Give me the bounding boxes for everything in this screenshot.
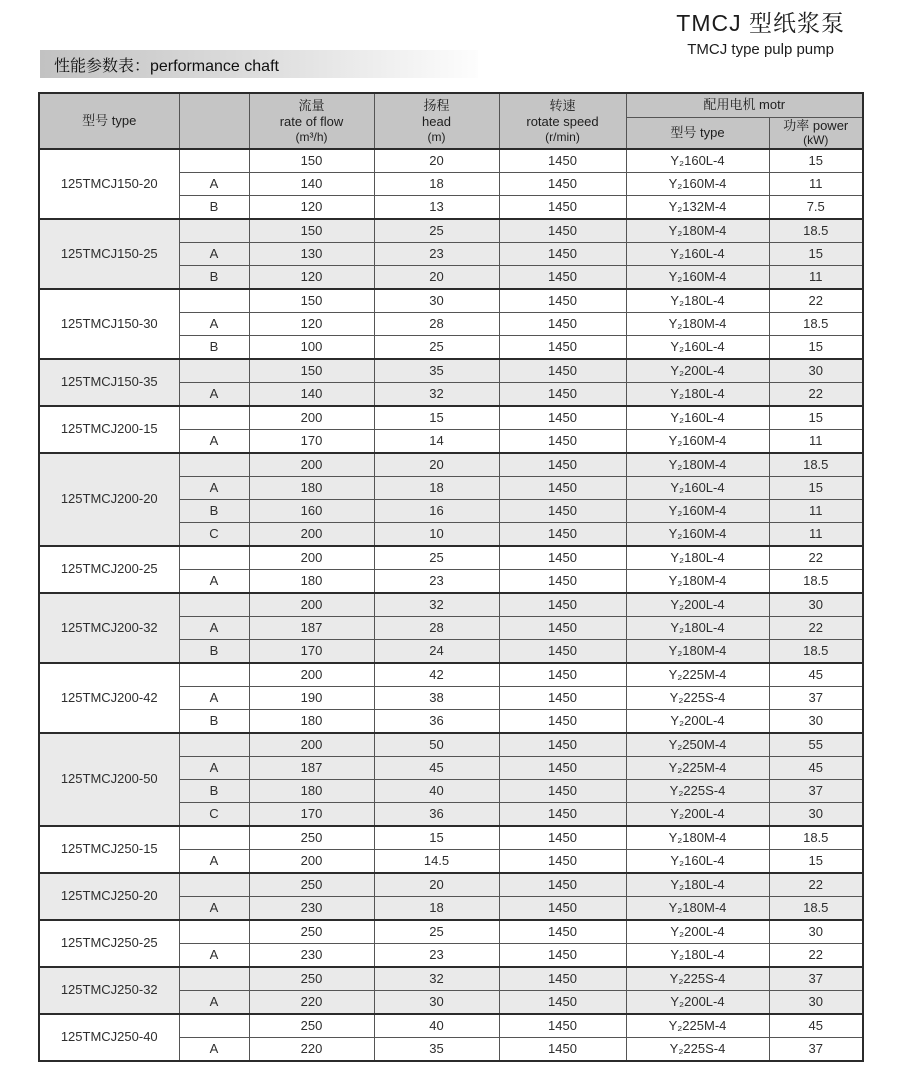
variant-cell bbox=[179, 219, 249, 243]
motor-type-cell: Y₂180L-4 bbox=[626, 873, 769, 897]
variant-cell: B bbox=[179, 265, 249, 289]
power-header-unit: (kW) bbox=[803, 133, 829, 148]
motor-type-cell: Y₂200L-4 bbox=[626, 359, 769, 383]
table-row bbox=[39, 546, 863, 570]
power-cell: 11 bbox=[769, 429, 863, 453]
table-row bbox=[39, 406, 863, 430]
pump-type-cell: 125TMCJ150-30 bbox=[39, 289, 179, 359]
speed-cell: 1450 bbox=[499, 149, 626, 173]
speed-cell: 1450 bbox=[499, 616, 626, 639]
head-cell: 35 bbox=[374, 359, 499, 383]
motor-type-cell: Y₂160M-4 bbox=[626, 265, 769, 289]
head-cell: 45 bbox=[374, 756, 499, 779]
power-cell: 15 bbox=[769, 476, 863, 499]
variant-cell bbox=[179, 289, 249, 313]
power-cell: 45 bbox=[769, 1014, 863, 1038]
head-cell: 18 bbox=[374, 896, 499, 920]
head-cell: 18 bbox=[374, 476, 499, 499]
motor-type-cell: Y₂180L-4 bbox=[626, 382, 769, 406]
flow-header-cn: 流量 bbox=[298, 97, 325, 113]
speed-cell: 1450 bbox=[499, 265, 626, 289]
variant-cell bbox=[179, 149, 249, 173]
speed-cell: 1450 bbox=[499, 733, 626, 757]
flow-cell: 200 bbox=[249, 406, 374, 430]
power-cell: 22 bbox=[769, 943, 863, 967]
flow-cell: 140 bbox=[249, 382, 374, 406]
col-header-motor-type: 型号 type bbox=[626, 117, 769, 149]
variant-cell: A bbox=[179, 849, 249, 873]
flow-cell: 200 bbox=[249, 522, 374, 546]
motor-type-cell: Y₂225S-4 bbox=[626, 686, 769, 709]
variant-cell: A bbox=[179, 429, 249, 453]
variant-cell: A bbox=[179, 990, 249, 1014]
flow-cell: 170 bbox=[249, 429, 374, 453]
flow-cell: 150 bbox=[249, 149, 374, 173]
flow-cell: 170 bbox=[249, 639, 374, 663]
page-title: TMCJ 型纸浆泵 bbox=[676, 10, 845, 36]
head-cell: 36 bbox=[374, 709, 499, 733]
variant-cell bbox=[179, 406, 249, 430]
variant-cell bbox=[179, 920, 249, 944]
power-cell: 45 bbox=[769, 756, 863, 779]
speed-cell: 1450 bbox=[499, 920, 626, 944]
speed-cell: 1450 bbox=[499, 663, 626, 687]
head-cell: 28 bbox=[374, 312, 499, 335]
variant-cell: A bbox=[179, 172, 249, 195]
flow-cell: 100 bbox=[249, 335, 374, 359]
flow-cell: 187 bbox=[249, 616, 374, 639]
power-cell: 22 bbox=[769, 546, 863, 570]
table-row bbox=[39, 593, 863, 617]
variant-cell bbox=[179, 873, 249, 897]
flow-cell: 190 bbox=[249, 686, 374, 709]
flow-cell: 180 bbox=[249, 569, 374, 593]
section-label: 性能参数表：performance chaft bbox=[54, 57, 279, 75]
motor-type-cell: Y₂160L-4 bbox=[626, 406, 769, 430]
pump-type-cell: 125TMCJ200-20 bbox=[39, 453, 179, 546]
table-row bbox=[39, 219, 863, 243]
power-cell: 30 bbox=[769, 990, 863, 1014]
head-cell: 50 bbox=[374, 733, 499, 757]
variant-cell: C bbox=[179, 802, 249, 826]
head-header-unit: (m) bbox=[427, 129, 446, 144]
head-header-cn: 扬程 bbox=[423, 97, 450, 113]
power-cell: 45 bbox=[769, 663, 863, 687]
power-cell: 11 bbox=[769, 522, 863, 546]
motor-type-cell: Y₂180M-4 bbox=[626, 219, 769, 243]
speed-cell: 1450 bbox=[499, 195, 626, 219]
motor-type-cell: Y₂180M-4 bbox=[626, 312, 769, 335]
pump-type-cell: 125TMCJ250-20 bbox=[39, 873, 179, 920]
motor-type-cell: Y₂225M-4 bbox=[626, 663, 769, 687]
power-cell: 18.5 bbox=[769, 219, 863, 243]
head-cell: 25 bbox=[374, 546, 499, 570]
power-cell: 37 bbox=[769, 686, 863, 709]
speed-cell: 1450 bbox=[499, 756, 626, 779]
motor-type-cell: Y₂160M-4 bbox=[626, 429, 769, 453]
table-row bbox=[39, 359, 863, 383]
power-cell: 18.5 bbox=[769, 826, 863, 850]
variant-cell: B bbox=[179, 779, 249, 802]
motor-type-cell: Y₂225S-4 bbox=[626, 1037, 769, 1061]
table-row bbox=[39, 733, 863, 757]
pump-type-cell: 125TMCJ200-15 bbox=[39, 406, 179, 453]
pump-type-cell: 125TMCJ250-25 bbox=[39, 920, 179, 967]
speed-cell: 1450 bbox=[499, 172, 626, 195]
power-cell: 18.5 bbox=[769, 312, 863, 335]
head-cell: 23 bbox=[374, 242, 499, 265]
pump-type-cell: 125TMCJ200-42 bbox=[39, 663, 179, 733]
flow-cell: 220 bbox=[249, 990, 374, 1014]
power-cell: 55 bbox=[769, 733, 863, 757]
motor-type-cell: Y₂225M-4 bbox=[626, 756, 769, 779]
power-cell: 18.5 bbox=[769, 639, 863, 663]
power-cell: 11 bbox=[769, 265, 863, 289]
pump-type-cell: 125TMCJ200-32 bbox=[39, 593, 179, 663]
power-cell: 7.5 bbox=[769, 195, 863, 219]
motor-type-cell: Y₂160M-4 bbox=[626, 522, 769, 546]
motor-type-cell: Y₂200L-4 bbox=[626, 802, 769, 826]
power-header-label: 功率 power bbox=[783, 117, 849, 133]
speed-header-cn: 转速 bbox=[549, 97, 576, 113]
power-cell: 22 bbox=[769, 289, 863, 313]
speed-cell: 1450 bbox=[499, 802, 626, 826]
motor-type-cell: Y₂200L-4 bbox=[626, 920, 769, 944]
power-cell: 37 bbox=[769, 779, 863, 802]
speed-cell: 1450 bbox=[499, 990, 626, 1014]
variant-cell bbox=[179, 967, 249, 991]
motor-type-cell: Y₂180M-4 bbox=[626, 453, 769, 477]
head-cell: 24 bbox=[374, 639, 499, 663]
speed-cell: 1450 bbox=[499, 709, 626, 733]
motor-type-cell: Y₂160L-4 bbox=[626, 242, 769, 265]
title-block bbox=[676, 5, 845, 58]
flow-header-unit: (m³/h) bbox=[295, 129, 328, 144]
motor-type-cell: Y₂250M-4 bbox=[626, 733, 769, 757]
table-row bbox=[39, 920, 863, 944]
head-cell: 25 bbox=[374, 335, 499, 359]
flow-header-en: rate of flow bbox=[279, 113, 344, 129]
variant-cell: A bbox=[179, 242, 249, 265]
speed-cell: 1450 bbox=[499, 943, 626, 967]
power-cell: 37 bbox=[769, 1037, 863, 1061]
pump-type-cell: 125TMCJ150-35 bbox=[39, 359, 179, 406]
speed-cell: 1450 bbox=[499, 967, 626, 991]
speed-cell: 1450 bbox=[499, 453, 626, 477]
power-cell: 15 bbox=[769, 242, 863, 265]
power-cell: 18.5 bbox=[769, 569, 863, 593]
table-row bbox=[39, 663, 863, 687]
head-cell: 28 bbox=[374, 616, 499, 639]
flow-cell: 120 bbox=[249, 312, 374, 335]
motor-type-cell: Y₂160L-4 bbox=[626, 476, 769, 499]
motor-type-cell: Y₂200L-4 bbox=[626, 593, 769, 617]
head-cell: 35 bbox=[374, 1037, 499, 1061]
speed-cell: 1450 bbox=[499, 896, 626, 920]
variant-cell bbox=[179, 826, 249, 850]
flow-cell: 180 bbox=[249, 779, 374, 802]
speed-cell: 1450 bbox=[499, 639, 626, 663]
col-header-motor-power bbox=[769, 117, 863, 149]
flow-cell: 140 bbox=[249, 172, 374, 195]
flow-cell: 120 bbox=[249, 265, 374, 289]
head-cell: 25 bbox=[374, 219, 499, 243]
variant-cell: A bbox=[179, 943, 249, 967]
head-cell: 14 bbox=[374, 429, 499, 453]
head-cell: 16 bbox=[374, 499, 499, 522]
table-row bbox=[39, 967, 863, 991]
power-cell: 15 bbox=[769, 149, 863, 173]
col-header-motor-group: 配用电机 motr bbox=[626, 93, 863, 117]
flow-cell: 200 bbox=[249, 593, 374, 617]
col-header-type: 型号 type bbox=[39, 93, 179, 149]
head-cell: 36 bbox=[374, 802, 499, 826]
variant-cell: B bbox=[179, 195, 249, 219]
variant-cell: C bbox=[179, 522, 249, 546]
pump-type-cell: 125TMCJ250-40 bbox=[39, 1014, 179, 1061]
flow-cell: 170 bbox=[249, 802, 374, 826]
motor-type-cell: Y₂160L-4 bbox=[626, 335, 769, 359]
power-cell: 37 bbox=[769, 967, 863, 991]
head-cell: 38 bbox=[374, 686, 499, 709]
speed-cell: 1450 bbox=[499, 476, 626, 499]
motor-type-cell: Y₂132M-4 bbox=[626, 195, 769, 219]
speed-cell: 1450 bbox=[499, 499, 626, 522]
variant-cell bbox=[179, 733, 249, 757]
power-cell: 22 bbox=[769, 382, 863, 406]
speed-cell: 1450 bbox=[499, 219, 626, 243]
variant-cell: A bbox=[179, 686, 249, 709]
pump-type-cell: 125TMCJ250-32 bbox=[39, 967, 179, 1014]
head-cell: 20 bbox=[374, 873, 499, 897]
motor-type-cell: Y₂180M-4 bbox=[626, 639, 769, 663]
speed-cell: 1450 bbox=[499, 406, 626, 430]
speed-cell: 1450 bbox=[499, 1037, 626, 1061]
head-cell: 32 bbox=[374, 382, 499, 406]
variant-cell: A bbox=[179, 1037, 249, 1061]
section-header-bar bbox=[40, 50, 478, 78]
motor-type-cell: Y₂200L-4 bbox=[626, 709, 769, 733]
variant-cell: A bbox=[179, 569, 249, 593]
col-header-speed bbox=[499, 93, 626, 149]
speed-header-en: rotate speed bbox=[526, 113, 599, 129]
table-row bbox=[39, 873, 863, 897]
motor-type-cell: Y₂180L-4 bbox=[626, 289, 769, 313]
variant-cell: B bbox=[179, 709, 249, 733]
motor-type-cell: Y₂160M-4 bbox=[626, 499, 769, 522]
power-cell: 30 bbox=[769, 920, 863, 944]
speed-cell: 1450 bbox=[499, 242, 626, 265]
head-cell: 18 bbox=[374, 172, 499, 195]
head-cell: 20 bbox=[374, 265, 499, 289]
speed-cell: 1450 bbox=[499, 289, 626, 313]
head-cell: 15 bbox=[374, 406, 499, 430]
flow-cell: 250 bbox=[249, 920, 374, 944]
power-cell: 30 bbox=[769, 359, 863, 383]
flow-cell: 220 bbox=[249, 1037, 374, 1061]
flow-cell: 250 bbox=[249, 826, 374, 850]
variant-cell bbox=[179, 546, 249, 570]
table-row bbox=[39, 149, 863, 173]
col-header-flow bbox=[249, 93, 374, 149]
head-cell: 15 bbox=[374, 826, 499, 850]
col-header-variant bbox=[179, 93, 249, 149]
motor-type-cell: Y₂160L-4 bbox=[626, 849, 769, 873]
motor-type-cell: Y₂160M-4 bbox=[626, 172, 769, 195]
head-cell: 40 bbox=[374, 779, 499, 802]
flow-cell: 250 bbox=[249, 967, 374, 991]
power-cell: 15 bbox=[769, 849, 863, 873]
variant-cell: A bbox=[179, 756, 249, 779]
variant-cell: B bbox=[179, 335, 249, 359]
head-cell: 13 bbox=[374, 195, 499, 219]
motor-type-cell: Y₂225S-4 bbox=[626, 967, 769, 991]
head-cell: 42 bbox=[374, 663, 499, 687]
power-cell: 15 bbox=[769, 406, 863, 430]
motor-type-cell: Y₂180L-4 bbox=[626, 943, 769, 967]
speed-cell: 1450 bbox=[499, 312, 626, 335]
variant-cell: A bbox=[179, 616, 249, 639]
variant-cell: A bbox=[179, 312, 249, 335]
flow-cell: 187 bbox=[249, 756, 374, 779]
variant-cell bbox=[179, 1014, 249, 1038]
flow-cell: 200 bbox=[249, 546, 374, 570]
pump-type-cell: 125TMCJ150-25 bbox=[39, 219, 179, 289]
speed-cell: 1450 bbox=[499, 1014, 626, 1038]
flow-cell: 250 bbox=[249, 873, 374, 897]
head-header-en: head bbox=[422, 113, 451, 129]
head-cell: 30 bbox=[374, 990, 499, 1014]
table-row bbox=[39, 453, 863, 477]
variant-cell: A bbox=[179, 896, 249, 920]
motor-type-cell: Y₂180M-4 bbox=[626, 569, 769, 593]
flow-cell: 250 bbox=[249, 1014, 374, 1038]
variant-cell bbox=[179, 453, 249, 477]
motor-type-cell: Y₂180M-4 bbox=[626, 896, 769, 920]
flow-cell: 150 bbox=[249, 289, 374, 313]
performance-table bbox=[38, 92, 864, 1062]
power-cell: 18.5 bbox=[769, 896, 863, 920]
header-row-1 bbox=[39, 93, 863, 117]
table-body bbox=[39, 149, 863, 1061]
head-cell: 14.5 bbox=[374, 849, 499, 873]
flow-cell: 150 bbox=[249, 219, 374, 243]
table-row bbox=[39, 1014, 863, 1038]
flow-cell: 130 bbox=[249, 242, 374, 265]
power-cell: 11 bbox=[769, 172, 863, 195]
flow-cell: 200 bbox=[249, 849, 374, 873]
variant-cell bbox=[179, 663, 249, 687]
speed-cell: 1450 bbox=[499, 429, 626, 453]
speed-cell: 1450 bbox=[499, 522, 626, 546]
speed-cell: 1450 bbox=[499, 826, 626, 850]
flow-cell: 150 bbox=[249, 359, 374, 383]
speed-cell: 1450 bbox=[499, 335, 626, 359]
motor-type-cell: Y₂160L-4 bbox=[626, 149, 769, 173]
motor-type-cell: Y₂180M-4 bbox=[626, 826, 769, 850]
power-cell: 30 bbox=[769, 593, 863, 617]
motor-type-cell: Y₂225M-4 bbox=[626, 1014, 769, 1038]
power-cell: 30 bbox=[769, 709, 863, 733]
head-cell: 40 bbox=[374, 1014, 499, 1038]
power-cell: 22 bbox=[769, 873, 863, 897]
variant-cell: A bbox=[179, 382, 249, 406]
head-cell: 32 bbox=[374, 593, 499, 617]
head-cell: 10 bbox=[374, 522, 499, 546]
head-cell: 20 bbox=[374, 453, 499, 477]
speed-cell: 1450 bbox=[499, 593, 626, 617]
variant-cell bbox=[179, 593, 249, 617]
variant-cell: B bbox=[179, 499, 249, 522]
head-cell: 23 bbox=[374, 943, 499, 967]
variant-cell: B bbox=[179, 639, 249, 663]
power-cell: 15 bbox=[769, 335, 863, 359]
motor-type-cell: Y₂200L-4 bbox=[626, 990, 769, 1014]
speed-cell: 1450 bbox=[499, 779, 626, 802]
speed-cell: 1450 bbox=[499, 359, 626, 383]
flow-cell: 200 bbox=[249, 733, 374, 757]
power-cell: 11 bbox=[769, 499, 863, 522]
variant-cell bbox=[179, 359, 249, 383]
flow-cell: 200 bbox=[249, 453, 374, 477]
speed-cell: 1450 bbox=[499, 873, 626, 897]
head-cell: 20 bbox=[374, 149, 499, 173]
pump-type-cell: 125TMCJ200-50 bbox=[39, 733, 179, 826]
power-cell: 22 bbox=[769, 616, 863, 639]
speed-cell: 1450 bbox=[499, 849, 626, 873]
flow-cell: 180 bbox=[249, 709, 374, 733]
speed-cell: 1450 bbox=[499, 546, 626, 570]
speed-header-unit: (r/min) bbox=[545, 129, 580, 144]
flow-cell: 120 bbox=[249, 195, 374, 219]
power-cell: 30 bbox=[769, 802, 863, 826]
flow-cell: 200 bbox=[249, 663, 374, 687]
motor-type-cell: Y₂180L-4 bbox=[626, 546, 769, 570]
pump-type-cell: 125TMCJ150-20 bbox=[39, 149, 179, 219]
pump-type-cell: 125TMCJ200-25 bbox=[39, 546, 179, 593]
power-cell: 18.5 bbox=[769, 453, 863, 477]
motor-type-cell: Y₂180L-4 bbox=[626, 616, 769, 639]
motor-type-cell: Y₂225S-4 bbox=[626, 779, 769, 802]
flow-cell: 230 bbox=[249, 943, 374, 967]
table-row bbox=[39, 826, 863, 850]
speed-cell: 1450 bbox=[499, 569, 626, 593]
head-cell: 32 bbox=[374, 967, 499, 991]
table-header bbox=[39, 93, 863, 149]
speed-cell: 1450 bbox=[499, 382, 626, 406]
speed-cell: 1450 bbox=[499, 686, 626, 709]
head-cell: 23 bbox=[374, 569, 499, 593]
head-cell: 30 bbox=[374, 289, 499, 313]
flow-cell: 160 bbox=[249, 499, 374, 522]
flow-cell: 230 bbox=[249, 896, 374, 920]
variant-cell: A bbox=[179, 476, 249, 499]
col-header-head bbox=[374, 93, 499, 149]
flow-cell: 180 bbox=[249, 476, 374, 499]
head-cell: 25 bbox=[374, 920, 499, 944]
table-row bbox=[39, 289, 863, 313]
page-subtitle: TMCJ type pulp pump bbox=[687, 41, 834, 58]
pump-type-cell: 125TMCJ250-15 bbox=[39, 826, 179, 873]
